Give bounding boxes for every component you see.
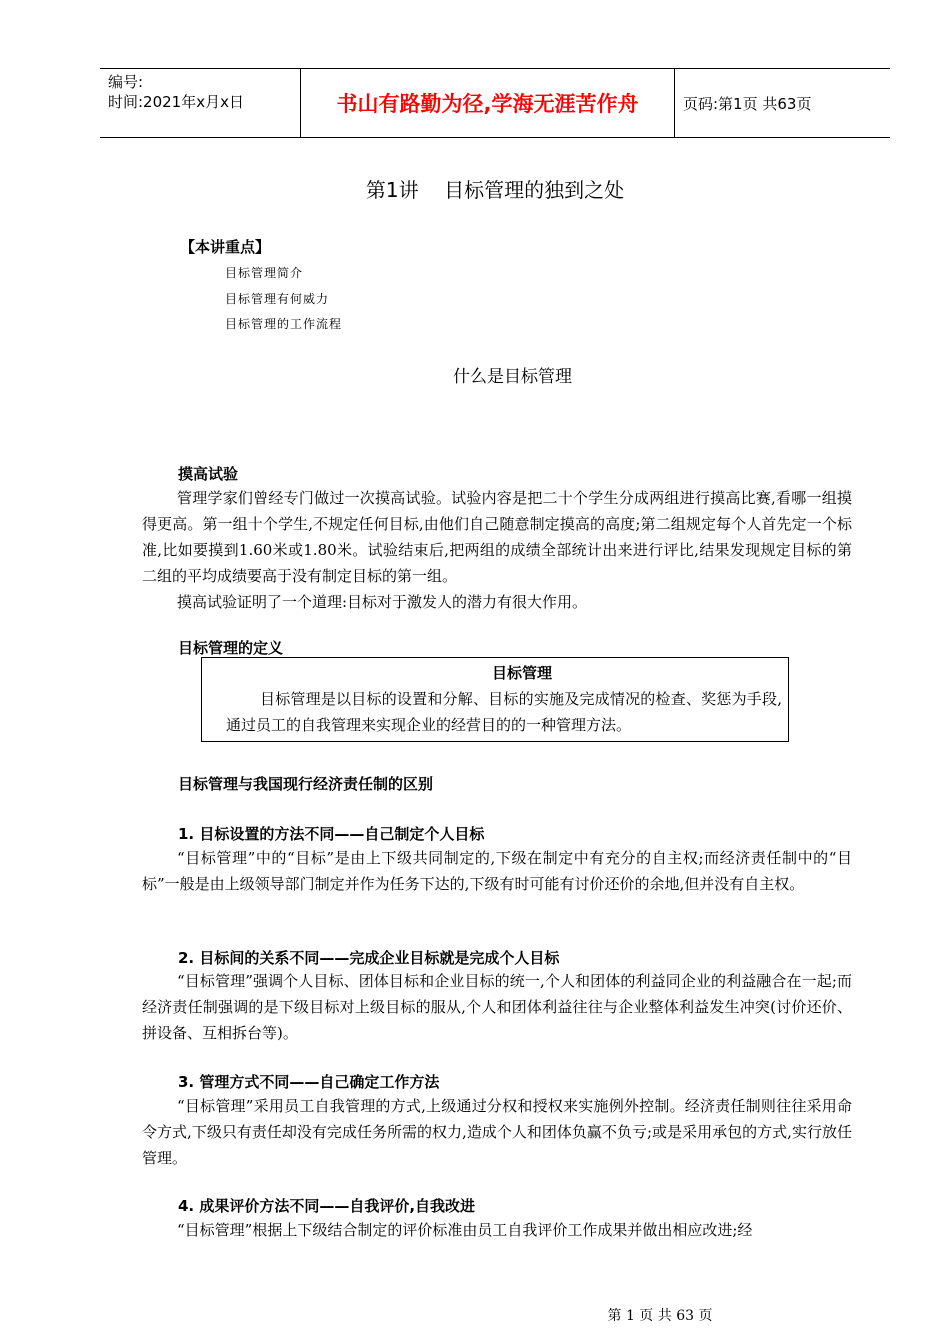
difference-text: “目标管理”中的“目标”是由上下级共同制定的,下级在制定中有充分的自主权;而经济责任制中的“目标”一般是由上级领导部门制定并作为任务下达的,下级有时可能有讨价还价的余地,但并没有自主权。 (142, 849, 852, 893)
difference-text: “目标管理”采用员工自我管理的方式,上级通过分权和授权来实施例外控制。经济责任制则往往采用命令方式,下级只有责任却没有完成任务所需的权力,造成个人和团体负赢不负亏;或是采用承包的方式,实行放任管理。 (142, 1097, 852, 1167)
difference-text: “目标管理”根据上下级结合制定的评价标准由员工自我评价工作成果并做出相应改进;经 (177, 1221, 753, 1239)
key-points-heading: 【本讲重点】 (180, 238, 271, 256)
difference-text: “目标管理”强调个人目标、团体目标和企业目标的统一,个人和团体的利益同企业的利益融合在一起;而经济责任制强调的是下级目标对上级目标的服从,个人和团体利益往往与企业整体利益发生冲突(讨价还价、拼设备、互相拆台等)。 (142, 972, 852, 1042)
key-point-item: 目标管理有何威力 (225, 292, 330, 306)
definition-box (201, 657, 789, 742)
section-title: 什么是目标管理 (453, 367, 572, 387)
experiment-heading: 摸高试验 (178, 465, 239, 483)
difference-point-title: 1. 目标设置的方法不同——自己制定个人目标 (178, 825, 485, 843)
experiment-paragraph: 管理学家们曾经专门做过一次摸高试验。试验内容是把二十个学生分成两组进行摸高比赛,看哪一组摸得更高。第一组十个学生,不规定任何目标,由他们自己随意制定摸高的高度;第二组规定每个人首先定一个标准,比如要摸到1.60米或1.80米。试验结束后,把两组的成绩全部统计出来进行评比,结果发现规定目标的第二组的平均成绩要高于没有制定目标的第一组。 (142, 489, 852, 585)
experiment-body (142, 485, 852, 615)
difference-point-text (142, 1217, 852, 1243)
page-title: 第1讲 目标管理的独到之处 (365, 178, 625, 202)
definition-text: 目标管理是以目标的设置和分解、目标的实施及完成情况的检查、奖惩为手段,通过员工的自我管理来实现企业的经营目的的一种管理方法。 (226, 690, 782, 734)
difference-point-title: 4. 成果评价方法不同——自我评价,自我改进 (178, 1197, 476, 1215)
header-motto: 书山有路勤为径,学海无涯苦作舟 (301, 69, 675, 137)
time-label: 时间:2021年x月x日 (108, 93, 244, 111)
key-point-item: 目标管理简介 (225, 266, 304, 280)
definition-box-title: 目标管理 (491, 664, 552, 682)
difference-point-title: 3. 管理方式不同——自己确定工作方法 (178, 1073, 440, 1091)
experiment-paragraph: 摸高试验证明了一个道理:目标对于激发人的潜力有很大作用。 (177, 593, 588, 611)
number-label: 编号: (108, 73, 144, 91)
header-page-info: 页码:第1页 共63页 (683, 94, 812, 113)
header-meta (100, 69, 301, 137)
definition-heading: 目标管理的定义 (178, 639, 284, 657)
definition-box-text (226, 686, 782, 738)
key-point-item: 目标管理的工作流程 (225, 317, 343, 331)
page-header (100, 68, 890, 138)
difference-point-text (142, 1093, 852, 1171)
difference-point-title: 2. 目标间的关系不同——完成企业目标就是完成个人目标 (178, 949, 560, 967)
page-footer: 第 1 页 共 63 页 (607, 1308, 713, 1324)
difference-heading: 目标管理与我国现行经济责任制的区别 (178, 775, 434, 793)
difference-point-text (142, 968, 852, 1046)
difference-point-text (142, 845, 852, 897)
